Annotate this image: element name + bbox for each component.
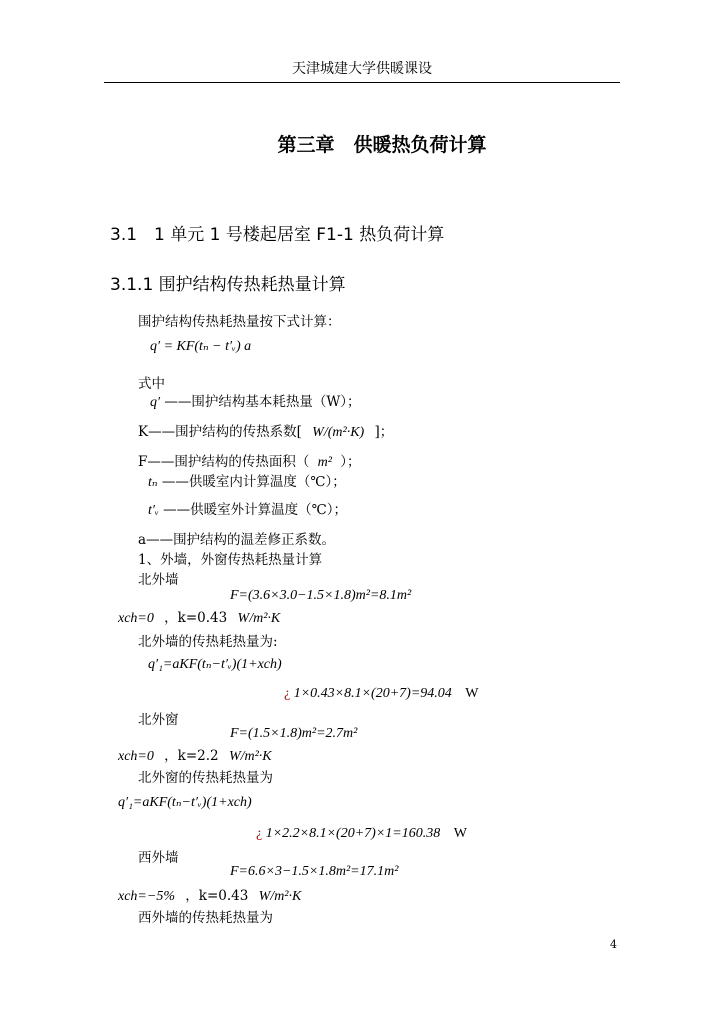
- north-window-formula: q′₁=aKF(tₙ−t′ᵥ)(1+xch): [118, 795, 252, 810]
- definition-text: ——围护结构基本耗热量（W）；: [164, 394, 361, 410]
- header-rule: [104, 82, 620, 83]
- north-wall-formula: q′₁=aKF(tₙ−t′ᵥ)(1+xch): [148, 657, 282, 672]
- north-window-params: [118, 744, 272, 765]
- page-number: 4: [610, 938, 617, 951]
- definition-tail: ]；: [374, 424, 394, 440]
- north-wall-label: 北外墙: [138, 572, 179, 588]
- definition-text: ——供暖室内计算温度（℃）；: [161, 474, 346, 490]
- calc-unit: W: [453, 826, 467, 841]
- north-window-calc: [256, 826, 467, 842]
- definition-symbol: t′ᵥ: [148, 503, 159, 518]
- calc-expression: 1×2.2×8.1×(20+7)×1=160.38: [265, 826, 441, 841]
- xch-value: xch=0: [118, 749, 154, 764]
- marker-icon: ¿: [284, 686, 291, 701]
- definition-symbol: q′: [150, 395, 161, 410]
- west-wall-area: F=6.6×3−1.5×1.8m²=17.1m²: [230, 864, 399, 879]
- k-unit: W/m²·K: [237, 611, 281, 626]
- section-heading: 3.1 1 单元 1 号楼起居室 F1-1 热负荷计算: [110, 225, 445, 245]
- k-unit: W/m²·K: [258, 889, 302, 904]
- definition-k: [138, 420, 393, 441]
- calc-expression: 1×0.43×8.1×(20+7)=94.04: [293, 686, 452, 701]
- k-value: ，k=0.43: [164, 610, 228, 626]
- k-value: ，k=0.43: [185, 888, 249, 904]
- marker-icon: ¿: [256, 826, 263, 841]
- definition-text: ——围护结构的传热系数[: [148, 424, 302, 440]
- definition-text: ——围护结构的温差修正系数。: [146, 532, 336, 548]
- definition-text: ——供暖室外计算温度（℃）；: [163, 502, 348, 518]
- west-wall-loss-label: 西外墙的传热耗热量为: [138, 910, 273, 926]
- chapter-title: 第三章 供暖热负荷计算: [277, 134, 487, 156]
- k-value: ，k=2.2: [164, 748, 219, 764]
- definition-symbol: K: [138, 424, 149, 440]
- definition-a: [138, 528, 335, 548]
- definition-symbol: tₙ: [148, 475, 158, 490]
- north-wall-params: [118, 606, 280, 627]
- definition-tw: [148, 498, 347, 519]
- west-wall-label: 西外墙: [138, 850, 179, 866]
- definition-tail: ）；: [340, 454, 361, 470]
- page-header: 天津城建大学供暖课设: [292, 61, 432, 77]
- definition-symbol: a: [138, 532, 147, 548]
- xch-value: xch=−5%: [118, 889, 175, 904]
- definition-unit: W/(m²·K): [312, 425, 365, 440]
- definition-f: [138, 450, 361, 471]
- subsection-heading: 3.1.1 围护结构传热耗热量计算: [110, 275, 346, 295]
- north-window-area: F=(1.5×1.8)m²=2.7m²: [230, 726, 358, 741]
- intro-text: 围护结构传热耗热量按下式计算：: [138, 314, 341, 330]
- north-wall-calc: [284, 686, 479, 702]
- definition-unit: m²: [317, 455, 332, 470]
- definition-tn: [148, 470, 346, 491]
- definition-symbol: F: [138, 454, 148, 470]
- calc-unit: W: [465, 686, 479, 701]
- main-formula: q′ = KF(tₙ − t′ᵥ) a: [150, 339, 252, 354]
- north-window-label: 北外窗: [138, 712, 179, 728]
- where-label: 式中: [138, 376, 165, 392]
- xch-value: xch=0: [118, 611, 154, 626]
- north-window-loss-label: 北外窗的传热耗热量为: [138, 770, 273, 786]
- k-unit: W/m²·K: [228, 749, 272, 764]
- definition-q: [150, 390, 361, 411]
- item-heading: 1、外墙，外窗传热耗热量计算: [138, 552, 323, 568]
- north-wall-loss-label: 北外墙的传热耗热量为:: [138, 634, 278, 650]
- definition-text: ——围护结构的传热面积（: [147, 454, 310, 470]
- west-wall-params: [118, 884, 301, 905]
- north-wall-area: F=(3.6×3.0−1.5×1.8)m²=8.1m²: [230, 588, 412, 603]
